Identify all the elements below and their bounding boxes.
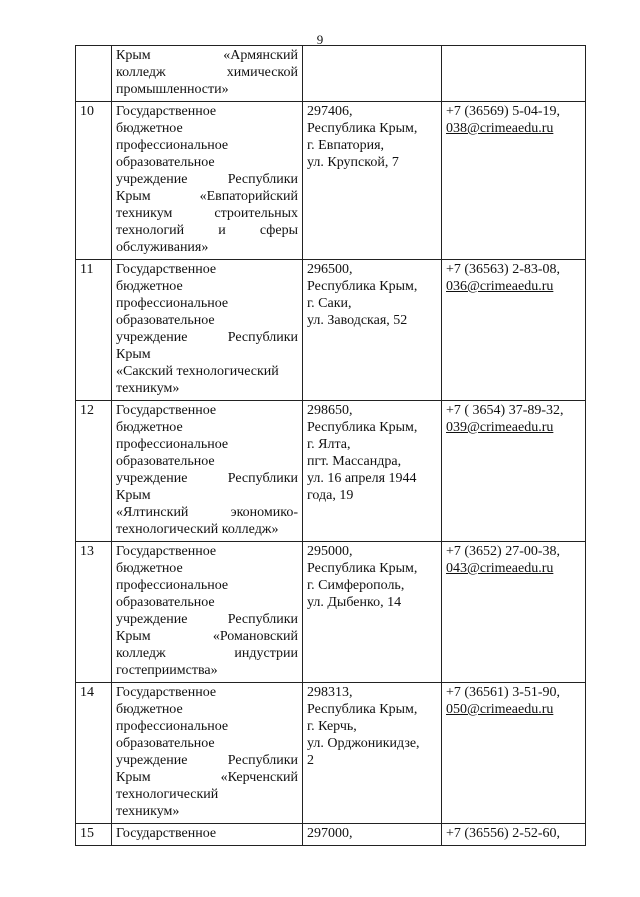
- row-number: 10: [76, 102, 112, 260]
- contacts: [442, 542, 586, 683]
- name-line: учреждение Республики: [116, 753, 298, 768]
- phone: +7 (36556) 2-52-60,: [446, 826, 561, 841]
- name-line: Крым «Армянский: [116, 48, 298, 63]
- name-line: Государственное: [116, 685, 217, 700]
- name-line: образовательное: [116, 595, 215, 610]
- name-line: Крым «Романовский: [116, 629, 298, 644]
- institution-name: [112, 683, 303, 824]
- email-link[interactable]: 039@crimeaedu.ru: [446, 420, 554, 435]
- name-line: профессиональное: [116, 296, 229, 311]
- name-line: обслуживания»: [116, 240, 209, 255]
- name-line: технологический: [116, 787, 219, 802]
- institution-name: [112, 46, 303, 102]
- institution-name: [112, 102, 303, 260]
- row-number: 14: [76, 683, 112, 824]
- address: [303, 102, 442, 260]
- address-line: 298313,: [307, 685, 353, 700]
- address-line: пгт. Массандра,: [307, 454, 402, 469]
- table-row: [76, 46, 586, 102]
- name-line: Государственное: [116, 826, 217, 841]
- name-line: Крым «Евпаторийский: [116, 189, 298, 204]
- address: [303, 824, 442, 846]
- phone: +7 (36569) 5-04-19,: [446, 104, 561, 119]
- name-line: образовательное: [116, 313, 215, 328]
- name-line: Крым «Керченский: [116, 770, 298, 785]
- name-line: учреждение Республики: [116, 330, 298, 345]
- name-line: «Ялтинский экономико-: [116, 505, 298, 520]
- institutions-table: [75, 45, 586, 846]
- email-link[interactable]: 043@crimeaedu.ru: [446, 561, 554, 576]
- name-line: Государственное: [116, 262, 217, 277]
- name-line: бюджетное: [116, 702, 183, 717]
- name-line: технологий и сферы: [116, 223, 298, 238]
- address-line: 297406,: [307, 104, 353, 119]
- phone: +7 ( 3654) 37-89-32,: [446, 403, 564, 418]
- name-line: бюджетное: [116, 279, 183, 294]
- address-line: года, 19: [307, 488, 354, 503]
- institution-name: [112, 401, 303, 542]
- row-number: 11: [76, 260, 112, 401]
- address-line: г. Керчь,: [307, 719, 357, 734]
- name-line: колледж химической: [116, 65, 298, 80]
- name-line: бюджетное: [116, 561, 183, 576]
- name-line: бюджетное: [116, 121, 183, 136]
- address-line: 295000,: [307, 544, 353, 559]
- name-line: техникум строительных: [116, 206, 298, 221]
- institution-name: [112, 824, 303, 846]
- table-row: [76, 824, 586, 846]
- address-line: ул. Заводская, 52: [307, 313, 408, 328]
- contacts: [442, 824, 586, 846]
- contacts: [442, 46, 586, 102]
- institution-name: [112, 260, 303, 401]
- address-line: 296500,: [307, 262, 353, 277]
- row-number: 13: [76, 542, 112, 683]
- table-row: [76, 102, 586, 260]
- address-line: ул. Орджоникидзе,: [307, 736, 420, 751]
- email-link[interactable]: 036@crimeaedu.ru: [446, 279, 554, 294]
- address: [303, 260, 442, 401]
- address: [303, 542, 442, 683]
- phone: +7 (3652) 27-00-38,: [446, 544, 561, 559]
- address-line: ул. Дыбенко, 14: [307, 595, 402, 610]
- table-row: [76, 542, 586, 683]
- name-line: колледж индустрии: [116, 646, 298, 661]
- row-number: 12: [76, 401, 112, 542]
- table-body: [76, 46, 586, 846]
- table-row: [76, 401, 586, 542]
- contacts: [442, 683, 586, 824]
- address: [303, 401, 442, 542]
- name-line: бюджетное: [116, 420, 183, 435]
- table-row: [76, 260, 586, 401]
- address-line: г. Ялта,: [307, 437, 351, 452]
- contacts: [442, 102, 586, 260]
- address-line: Республика Крым,: [307, 121, 418, 136]
- name-line: образовательное: [116, 736, 215, 751]
- name-line: профессиональное: [116, 719, 229, 734]
- address-line: 2: [307, 753, 314, 768]
- email-link[interactable]: 038@crimeaedu.ru: [446, 121, 554, 136]
- name-line: Государственное: [116, 104, 217, 119]
- name-line: профессиональное: [116, 138, 229, 153]
- address: [303, 46, 442, 102]
- row-number: 15: [76, 824, 112, 846]
- address-line: г. Евпатория,: [307, 138, 385, 153]
- table-row: [76, 683, 586, 824]
- name-line: техникум»: [116, 381, 180, 396]
- address: [303, 683, 442, 824]
- name-line: образовательное: [116, 454, 215, 469]
- name-line: Государственное: [116, 544, 217, 559]
- page-number: 9: [316, 32, 324, 47]
- name-line: образовательное: [116, 155, 215, 170]
- name-line: учреждение Республики: [116, 172, 298, 187]
- name-line: Крым: [116, 347, 151, 362]
- address-line: г. Симферополь,: [307, 578, 405, 593]
- contacts: [442, 401, 586, 542]
- address-line: Республика Крым,: [307, 561, 418, 576]
- row-number: [76, 46, 112, 102]
- name-line: промышленности»: [116, 82, 229, 97]
- name-line: Государственное: [116, 403, 217, 418]
- name-line: учреждение Республики: [116, 471, 298, 486]
- phone: +7 (36563) 2-83-08,: [446, 262, 561, 277]
- contacts: [442, 260, 586, 401]
- name-line: учреждение Республики: [116, 612, 298, 627]
- name-line: техникум»: [116, 804, 180, 819]
- address-line: 298650,: [307, 403, 353, 418]
- name-line: Крым: [116, 488, 151, 503]
- institution-name: [112, 542, 303, 683]
- address-line: 297000,: [307, 826, 353, 841]
- address-line: Республика Крым,: [307, 279, 418, 294]
- name-line: технологический колледж»: [116, 522, 279, 537]
- address-line: Республика Крым,: [307, 702, 418, 717]
- address-line: ул. Крупской, 7: [307, 155, 399, 170]
- phone: +7 (36561) 3-51-90,: [446, 685, 561, 700]
- name-line: гостеприимства»: [116, 663, 218, 678]
- address-line: г. Саки,: [307, 296, 352, 311]
- name-line: профессиональное: [116, 578, 229, 593]
- address-line: ул. 16 апреля 1944: [307, 471, 417, 486]
- name-line: «Сакский технологический: [116, 364, 279, 379]
- name-line: профессиональное: [116, 437, 229, 452]
- address-line: Республика Крым,: [307, 420, 418, 435]
- email-link[interactable]: 050@crimeaedu.ru: [446, 702, 554, 717]
